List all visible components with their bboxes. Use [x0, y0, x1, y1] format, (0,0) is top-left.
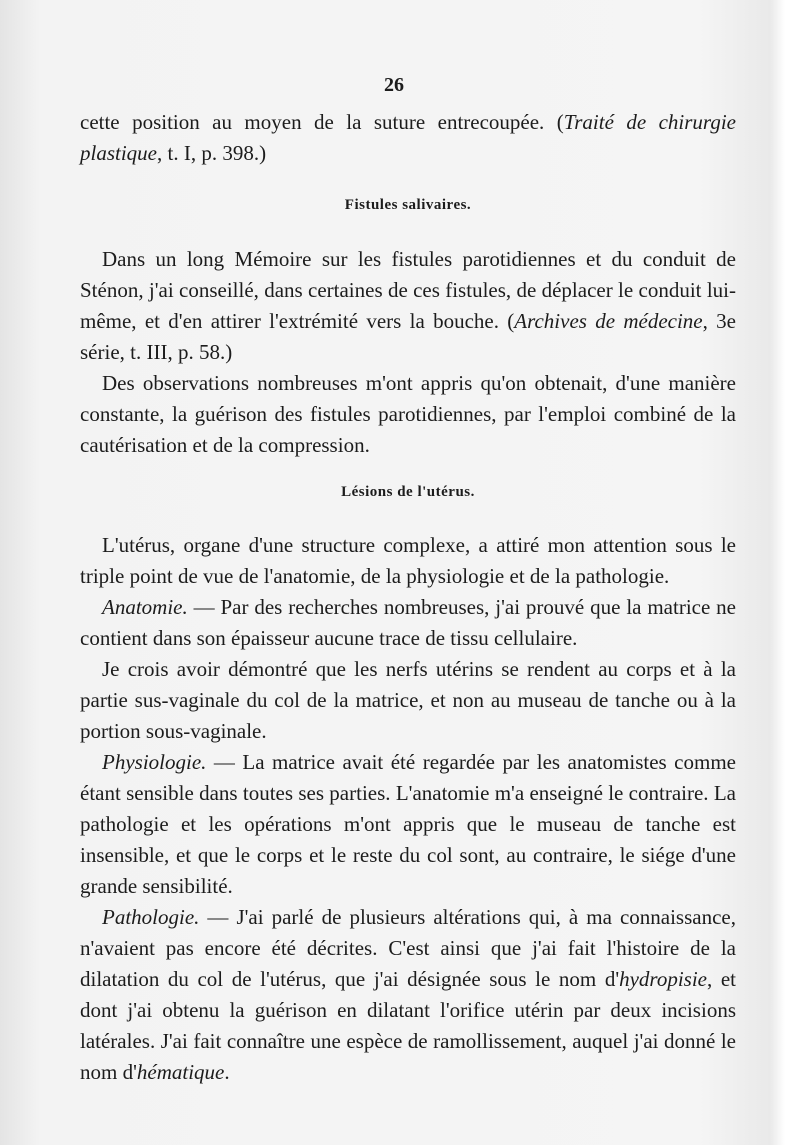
italic-title: Archives de médecine	[514, 309, 703, 333]
paragraph-text: .	[224, 1060, 230, 1084]
page-number: 26	[384, 74, 404, 96]
italic-label: Anatomie.	[102, 595, 188, 619]
italic-term: hématique	[136, 1060, 225, 1084]
paragraph-text: , 3e série, t. III, p. 58.)	[80, 309, 737, 364]
paragraph-text: — J'ai parlé de plusieurs altérations qui, à ma connaissance, n'avaient pas encore été décrites. C'est ainsi que j'ai fait l'histoire de la dilatation du col de l'utérus, que j'ai désignée sous le nom d'	[80, 905, 736, 991]
paragraph-text: , t. I, p. 398.)	[157, 141, 267, 165]
paragraph	[80, 107, 736, 169]
paragraph	[80, 902, 736, 1088]
paragraph	[80, 244, 736, 368]
heading-fistules-salivaires: Fistules salivaires.	[344, 197, 472, 213]
section-chirurgie-plastique	[80, 107, 736, 169]
section-uterus	[80, 530, 736, 1088]
paragraph: L'utérus, organe d'une structure complexe, a attiré mon attention sous le triple point de vue de l'anatomie, de la physiologie et de la pathologie.	[80, 533, 736, 588]
paragraph-text: — La matrice avait été regardée par les anatomistes comme étant sensible dans toutes ses parties. L'anatomie m'a enseigné le contraire. La pathologie et les opérations m'ont appris que le museau de tanche est insensible, et que le corps et le reste du col sont, au contraire, le siége d'une grande sensibilité.	[80, 750, 736, 898]
heading-lesions-uterus: Lésions de l'utérus.	[341, 484, 475, 500]
italic-title: Traité de chirurgie plastique	[80, 110, 736, 165]
paragraph-text: — Par des recherches nombreuses, j'ai prouvé que la matrice ne contient dans son épaisseur aucune trace de tissu cellulaire.	[80, 595, 736, 650]
section-fistules	[80, 244, 736, 461]
paragraph: Je crois avoir démontré que les nerfs utérins se rendent au corps et à la partie sus-vaginale du col de la matrice, et non au museau de tanche ou à la portion sous-vaginale.	[80, 657, 736, 743]
paragraph-text: , et dont j'ai obtenu la guérison en dilatant l'orifice utérin par deux incisions latérales. J'ai fait connaître une espèce de ramollissement, auquel j'ai donné le nom d'	[80, 967, 736, 1084]
italic-label: Pathologie.	[102, 905, 200, 929]
paragraph	[80, 747, 736, 902]
paragraph-text: cette position au moyen de la suture entrecoupée. (	[80, 110, 564, 134]
paragraph	[80, 592, 736, 654]
italic-term: hydropisie	[619, 967, 707, 991]
italic-label: Physiologie.	[102, 750, 207, 774]
paragraph-text: Dans un long Mémoire sur les fistules parotidiennes et du conduit de Sténon, j'ai conseillé, dans certaines de ces fistules, de déplacer le conduit lui-même, et d'en attirer l'extrémité vers la bouche. (	[80, 247, 736, 333]
paragraph: Des observations nombreuses m'ont appris qu'on obtenait, d'une manière constante, la guérison des fistules parotidiennes, par l'emploi combiné de la cautérisation et de la compression.	[80, 371, 736, 457]
